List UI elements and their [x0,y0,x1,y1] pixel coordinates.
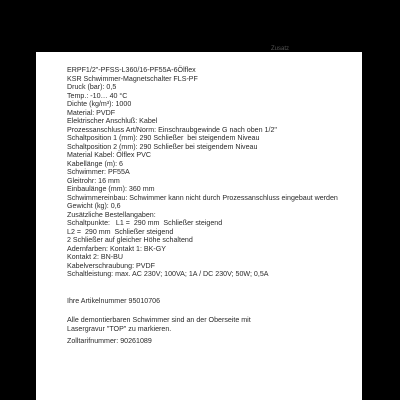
spec-line-additional-heading: Zusätzliche Bestellangaben: [67,210,156,219]
spec-line-switch-position-2: Schaltposition 2 (mm): 290 Schließer bei steigendem Niveau [67,142,258,151]
note-line-1: Alle demontierbaren Schwimmer sind an der Oberseite mit [67,316,251,324]
spec-line-density: Dichte (kg/m³): 1000 [67,100,132,108]
spec-line-guide-tube: Gleitrohr: 16 mm [67,176,120,185]
spec-line-cable-length: Kabellänge (m): 6 [67,159,123,168]
spec-text-block [67,66,362,346]
note-line-2: Lasergravur "TOP" zu markieren. [67,324,172,333]
spec-line-installation-length: Einbaulänge (mm): 360 mm [67,185,155,193]
spec-line-part-number: ERPF1/2"-PFSS-L360/16-PF55A-6Ölflex [67,66,196,74]
spec-line-float-installation: Schwimmereinbau: Schwimmer kann nicht durch Prozessanschluss eingebaut werden [67,193,338,202]
spec-line-wire-colors-2: Kontakt 2: BN-BU [67,253,123,261]
spec-line-cable-gland: Kabelverschraubung: PVDF [67,261,155,270]
spec-line-temperature: Temp.: -10… 40 °C [67,91,128,100]
customs-number: Zolltarifnummer: 90261089 [67,337,152,345]
spec-line-weight: Gewicht (kg): 0,6 [67,202,121,210]
header-fragment: Zusatz [271,46,290,52]
spec-line-two-contacts: 2 Schließer auf gleicher Höhe schaltend [67,236,193,244]
spec-line-switch-points-l1: Schaltpunkte: L1 = 290 mm Schließer steigend [67,219,223,227]
spec-line-cable-material: Material Kabel: Ölflex PVC [67,151,151,159]
spec-line-material: Material: PVDF [67,108,116,117]
spec-line-switch-position-1: Schaltposition 1 (mm): 290 Schließer bei steigendem Niveau [67,134,260,142]
spec-line-wire-colors-1: Adernfarben: Kontakt 1: BK-GY [67,244,166,253]
spec-line-switch-points-l2: L2 = 290 mm Schließer steigend [67,227,174,236]
spec-line-pressure: Druck (bar): 0,5 [67,83,117,91]
document-page [36,46,362,400]
spec-line-process-connection: Prozessanschluss Art/Norm: Einschraubgewinde G nach oben 1/2" [67,125,277,134]
spec-line-switching-capacity: Schaltleistung: max. AC 230V; 100VA; 1A / DC 230V; 50W; 0,5A [67,270,269,278]
spec-line-connection: Elektrischer Anschluß: Kabel [67,117,158,125]
spec-line-float: Schwimmer: PF55A [67,168,130,176]
article-number: Ihre Artikelnummer 95010706 [67,296,161,305]
spec-line-product: KSR Schwimmer-Magnetschalter FLS-PF [67,74,198,83]
